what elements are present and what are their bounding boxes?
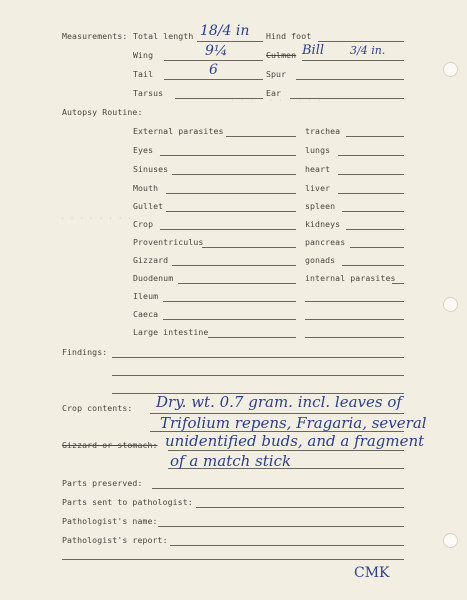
autopsy-routine-label: Autopsy Routine: (62, 107, 143, 117)
autopsy-item-heart: heart (305, 164, 331, 174)
lungs-line (338, 155, 404, 156)
duodenum-line (178, 283, 296, 284)
total-length-line (197, 41, 263, 42)
ear-label: Ear (266, 88, 282, 98)
pancreas-line (350, 247, 404, 248)
wing-value: 9¼ (205, 43, 228, 59)
findings-line (112, 375, 404, 376)
autopsy-item-eyes: Eyes (133, 145, 154, 155)
ileum-line (163, 301, 296, 302)
gonads-line (342, 265, 404, 266)
hind-foot-line (318, 41, 404, 42)
tail-label: Tail (133, 69, 154, 79)
kidneys-line (346, 229, 404, 230)
tarsus-label: Tarsus (133, 88, 164, 98)
autopsy-item-sinuses: Sinuses (133, 164, 169, 174)
gizzard-or-stomach-label: Gizzard or stomach: (62, 440, 158, 450)
crop-contents-handwriting-1: Dry. wt. 0.7 gram. incl. leaves of (156, 393, 402, 411)
binder-hole (443, 62, 458, 77)
large-intestine-line (208, 337, 296, 338)
measurements-label: Measurements: (62, 31, 128, 41)
crop-line (160, 229, 296, 230)
hind-foot-label: Hind foot (266, 31, 312, 41)
sinuses-line (172, 174, 296, 175)
total-length-label: Total length (133, 31, 194, 41)
culmen-value: Bill (302, 43, 325, 58)
parts-preserved-label: Parts preserved: (62, 478, 143, 488)
total-length-value: 18/4 in (200, 23, 250, 39)
trachea-line (346, 136, 404, 137)
pathologist-name-label: Pathologist's name: (62, 516, 158, 526)
tail-line (164, 79, 263, 80)
wing-line (164, 60, 263, 61)
initials-signature: CMK (354, 565, 390, 581)
findings-line (112, 357, 404, 358)
autopsy-item-crop: Crop (133, 219, 154, 229)
autopsy-item-lungs: lungs (305, 145, 331, 155)
blank-line (305, 337, 404, 338)
culmen-value-inches: 3/4 in. (350, 44, 386, 57)
ear-line (290, 98, 404, 99)
crop-contents-label: Crop contents: (62, 403, 133, 413)
pathologist-report-label: Pathologist's report: (62, 535, 168, 545)
autopsy-item-kidneys: kidneys (305, 219, 341, 229)
binder-hole (443, 297, 458, 312)
caeca-line (163, 319, 296, 320)
culmen-label: Culmen (266, 50, 297, 60)
proventriculus-line (202, 247, 296, 248)
pathologist-name-line (158, 526, 404, 527)
autopsy-item-internal-parasites: internal parasites (305, 273, 396, 283)
crop-contents-handwriting-3: unidentified buds, and a fragment (165, 432, 425, 450)
autopsy-item-gizzard: Gizzard (133, 255, 169, 265)
gizzard-line (168, 450, 404, 451)
autopsy-item-proventriculus: Proventriculus (133, 237, 204, 247)
pathologist-report-line (62, 559, 404, 560)
parts-sent-line (196, 507, 404, 508)
eyes-line (160, 155, 296, 156)
spur-line (296, 79, 404, 80)
findings-label: Findings: (62, 347, 108, 357)
parts-preserved-line (152, 488, 404, 489)
gullet-line (166, 211, 296, 212)
autopsy-item-pancreas: pancreas (305, 237, 346, 247)
pathologist-report-line (170, 545, 404, 546)
autopsy-item-gonads: gonads (305, 255, 336, 265)
crop-contents-handwriting-4: of a match stick (170, 452, 292, 470)
autopsy-item-spleen: spleen (305, 201, 336, 211)
spleen-line (342, 211, 404, 212)
autopsy-item-mouth: Mouth (133, 183, 159, 193)
external-parasites-line (226, 136, 296, 137)
bleed-through-text: · · · · · · · · (60, 214, 133, 223)
internal-parasites-line (392, 283, 404, 284)
parts-sent-label: Parts sent to pathologist: (62, 497, 193, 507)
tail-value: 6 (209, 62, 218, 78)
autopsy-item-external-parasites: External parasites (133, 126, 224, 136)
culmen-line (302, 60, 404, 61)
autopsy-item-trachea: trachea (305, 126, 341, 136)
autopsy-item-gullet: Gullet (133, 201, 164, 211)
autopsy-item-duodenum: Duodenum (133, 273, 174, 283)
bleed-through-text: · · · · · · · · · · (230, 96, 322, 105)
blank-line (305, 301, 404, 302)
crop-contents-handwriting-2: Trifolium repens, Fragaria, several (160, 414, 427, 432)
liver-line (338, 193, 404, 194)
heart-line (338, 174, 404, 175)
autopsy-item-liver: liver (305, 183, 331, 193)
autopsy-item-caeca: Caeca (133, 309, 159, 319)
binder-hole (443, 533, 458, 548)
mouth-line (166, 193, 296, 194)
wing-label: Wing (133, 50, 154, 60)
autopsy-item-large-intestine: Large intestine (133, 327, 209, 337)
spur-label: Spur (266, 69, 287, 79)
tarsus-line (175, 98, 263, 99)
autopsy-item-ileum: Ileum (133, 291, 159, 301)
gizzard-line (172, 265, 296, 266)
blank-line (305, 319, 404, 320)
